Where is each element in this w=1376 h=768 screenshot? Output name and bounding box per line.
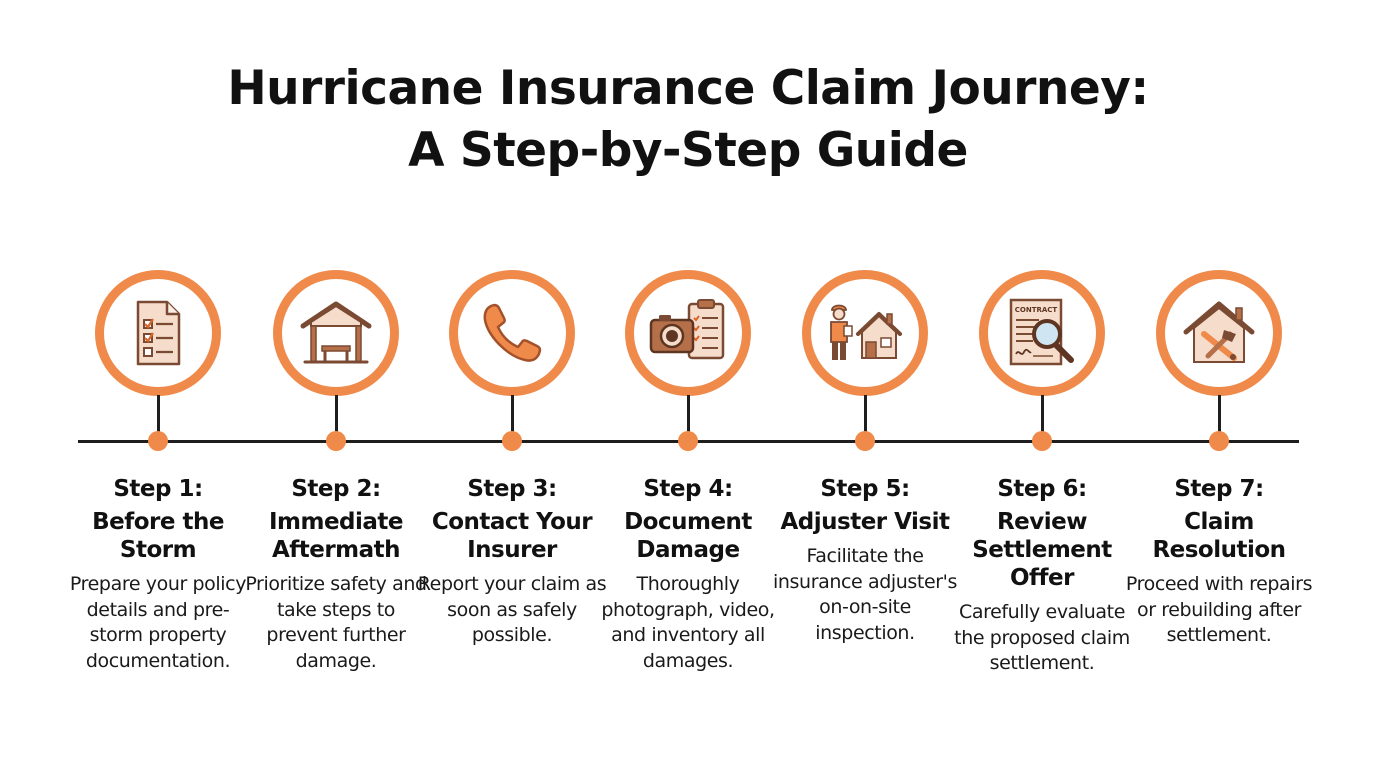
step-5-text — [770, 474, 960, 646]
step-3-icon-circle — [449, 270, 575, 396]
contract-magnifier-icon — [999, 290, 1085, 376]
title-line-2: A Step-by-Step Guide — [408, 123, 968, 178]
step-3-label: Step 3: — [467, 476, 557, 502]
step-4-label: Step 4: — [643, 476, 733, 502]
step-6-timeline-dot — [1032, 431, 1052, 451]
phone-icon — [469, 290, 555, 376]
step-1-text — [63, 474, 253, 674]
step-5-name: Adjuster Visit — [780, 509, 950, 535]
step-5-label: Step 5: — [820, 476, 910, 502]
step-2-label: Step 2: — [291, 476, 381, 502]
page-title — [0, 58, 1376, 182]
step-6-text — [947, 474, 1137, 677]
step-4-name: Document Damage — [624, 509, 752, 563]
step-7-icon-circle — [1156, 270, 1282, 396]
step-2-name: Immediate Aftermath — [268, 509, 404, 563]
step-4-description: Thoroughly photograph, video, and inventory all damages. — [601, 573, 775, 672]
title-line-1: Hurricane Insurance Claim Journey: — [227, 61, 1149, 116]
contract-icon-text: CONTRACT — [1014, 306, 1058, 314]
step-4-text — [593, 474, 783, 674]
adjuster-house-icon — [822, 290, 908, 376]
step-7-label: Step 7: — [1174, 476, 1264, 502]
step-2-icon-circle — [273, 270, 399, 396]
step-6-label: Step 6: — [997, 476, 1087, 502]
camera-clipboard-icon — [645, 290, 731, 376]
step-1-icon-circle — [95, 270, 221, 396]
shelter-icon — [293, 290, 379, 376]
step-1-description: Prepare your policy details and pre-storm property documentation. — [69, 573, 247, 672]
step-3-name: Contact Your Insurer — [431, 509, 593, 563]
step-4-icon-circle — [625, 270, 751, 396]
step-7-description: Proceed with repairs or rebuilding after settlement. — [1125, 573, 1313, 646]
step-7-timeline-dot — [1209, 431, 1229, 451]
step-2-text — [241, 474, 431, 674]
step-6-description: Carefully evaluate the proposed claim settlement. — [954, 601, 1130, 674]
step-7-name: Claim Resolution — [1152, 509, 1286, 563]
step-2-timeline-dot — [326, 431, 346, 451]
step-3-description: Report your claim as soon as safely possible. — [417, 573, 607, 646]
step-4-timeline-dot — [678, 431, 698, 451]
step-3-text — [417, 474, 607, 649]
step-6-name: Review Settlement Offer — [972, 509, 1112, 591]
step-1-label: Step 1: — [113, 476, 203, 502]
step-5-description: Facilitate the insurance adjuster's on-on-site inspection. — [773, 545, 957, 644]
step-1-name: Before the Storm — [92, 509, 224, 563]
checklist-document-icon — [115, 290, 201, 376]
step-6-icon-circle — [979, 270, 1105, 396]
step-2-description: Prioritize safety and take steps to prevent further damage. — [245, 573, 427, 672]
house-tools-icon — [1176, 290, 1262, 376]
step-1-timeline-dot — [148, 431, 168, 451]
step-3-timeline-dot — [502, 431, 522, 451]
step-7-text — [1124, 474, 1314, 649]
step-5-icon-circle — [802, 270, 928, 396]
step-5-timeline-dot — [855, 431, 875, 451]
